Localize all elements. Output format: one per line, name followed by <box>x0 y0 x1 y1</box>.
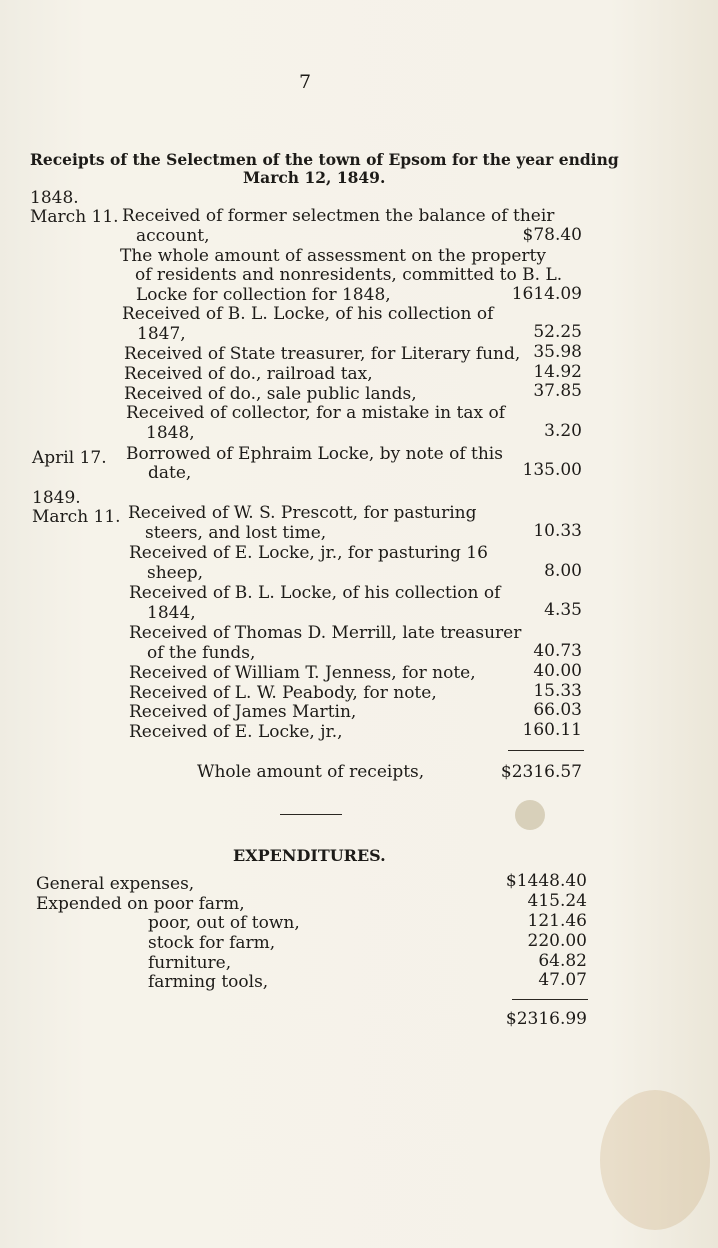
expenditure-line: farming tools, <box>148 972 269 992</box>
page-title-line2: March 12, 1849. <box>243 168 386 187</box>
receipt-amount: 14.92 <box>533 362 582 382</box>
foxing-stain <box>600 1090 710 1230</box>
expenditure-line: furniture, <box>148 953 232 973</box>
receipt-line: Received of W. S. Prescott, for pasturing <box>128 503 477 523</box>
receipt-line: Received of E. Locke, jr., for pasturing 16 <box>129 543 488 563</box>
expenditure-line: General expenses, <box>36 874 195 894</box>
receipt-amount: 66.03 <box>533 700 582 720</box>
expenditures-total: $2316.99 <box>505 1009 587 1029</box>
receipt-amount: 4.35 <box>544 600 582 620</box>
receipt-amount: 135.00 <box>522 460 582 480</box>
receipt-amount: 3.20 <box>544 421 582 441</box>
expenditure-amount: 415.24 <box>527 891 587 911</box>
receipt-line: sheep, <box>147 563 204 583</box>
foxing-stain <box>515 800 545 830</box>
receipt-amount: 8.00 <box>544 561 582 581</box>
receipt-amount: $78.40 <box>522 225 582 245</box>
receipt-line: Locke for collection for 1848, <box>136 285 391 305</box>
receipt-amount: 40.00 <box>533 661 582 681</box>
receipt-line: Received of former selectmen the balance of their <box>122 206 555 226</box>
receipt-line: Received of Thomas D. Merrill, late treasurer <box>129 623 522 643</box>
expenditure-line: stock for farm, <box>148 933 276 953</box>
receipt-amount: 40.73 <box>533 641 582 661</box>
receipt-line: date, <box>148 463 192 483</box>
receipt-line: of the funds, <box>147 643 256 663</box>
expenditure-amount: 121.46 <box>527 911 587 931</box>
date-label: April 17. <box>32 448 107 468</box>
date-label: March 11. <box>32 507 121 527</box>
receipt-line: Received of B. L. Locke, of his collection of <box>122 304 494 324</box>
date-label: March 11. <box>30 207 119 227</box>
receipt-amount: 15.33 <box>533 681 582 701</box>
total-rule <box>508 750 584 751</box>
receipt-line: Received of L. W. Peabody, for note, <box>129 683 437 703</box>
receipt-line: 1844, <box>147 603 196 623</box>
receipt-line: Received of E. Locke, jr., <box>129 722 343 742</box>
receipt-line: Received of do., railroad tax, <box>124 364 373 384</box>
receipt-line: steers, and lost time, <box>145 523 327 543</box>
receipts-total: $2316.57 <box>500 762 582 782</box>
receipt-line: Received of William T. Jenness, for note, <box>129 663 476 683</box>
expenditure-amount: 47.07 <box>538 970 587 990</box>
expenditure-amount: 220.00 <box>527 931 587 951</box>
receipt-amount: 35.98 <box>533 342 582 362</box>
receipt-line: Borrowed of Ephraim Locke, by note of this <box>126 444 503 464</box>
receipt-line: 1847, <box>137 324 186 344</box>
receipts-total-label: Whole amount of receipts, <box>197 762 425 782</box>
receipt-line: Received of State treasurer, for Literary fund, <box>124 344 521 364</box>
receipt-amount: 10.33 <box>533 521 582 541</box>
expenditure-amount: 64.82 <box>538 951 587 971</box>
total-rule <box>512 999 588 1000</box>
receipt-line: account, <box>136 226 210 246</box>
receipt-amount: 37.85 <box>533 381 582 401</box>
section-divider <box>280 814 342 815</box>
receipt-amount: 1614.09 <box>511 284 582 304</box>
expenditure-amount: $1448.40 <box>505 871 587 891</box>
year-label: 1848. <box>30 188 79 208</box>
year-label: 1849. <box>32 488 81 508</box>
receipt-line: 1848, <box>146 423 195 443</box>
expenditure-line: poor, out of town, <box>148 913 300 933</box>
receipt-line: Received of do., sale public lands, <box>124 384 417 404</box>
receipt-line: Received of James Martin, <box>129 702 357 722</box>
receipt-line: Received of collector, for a mistake in tax of <box>126 403 505 423</box>
receipt-line: of residents and nonresidents, committed to B. L. <box>135 265 563 285</box>
expenditure-line: Expended on poor farm, <box>36 894 245 914</box>
receipt-line: The whole amount of assessment on the property <box>120 246 546 266</box>
receipt-line: Received of B. L. Locke, of his collection of <box>129 583 501 603</box>
page-title-line1: Receipts of the Selectmen of the town of Epsom for the year ending <box>30 150 619 169</box>
receipt-amount: 160.11 <box>522 720 582 740</box>
expenditures-heading: EXPENDITURES. <box>233 846 386 865</box>
receipt-amount: 52.25 <box>533 322 582 342</box>
page-number: 7 <box>299 71 312 93</box>
